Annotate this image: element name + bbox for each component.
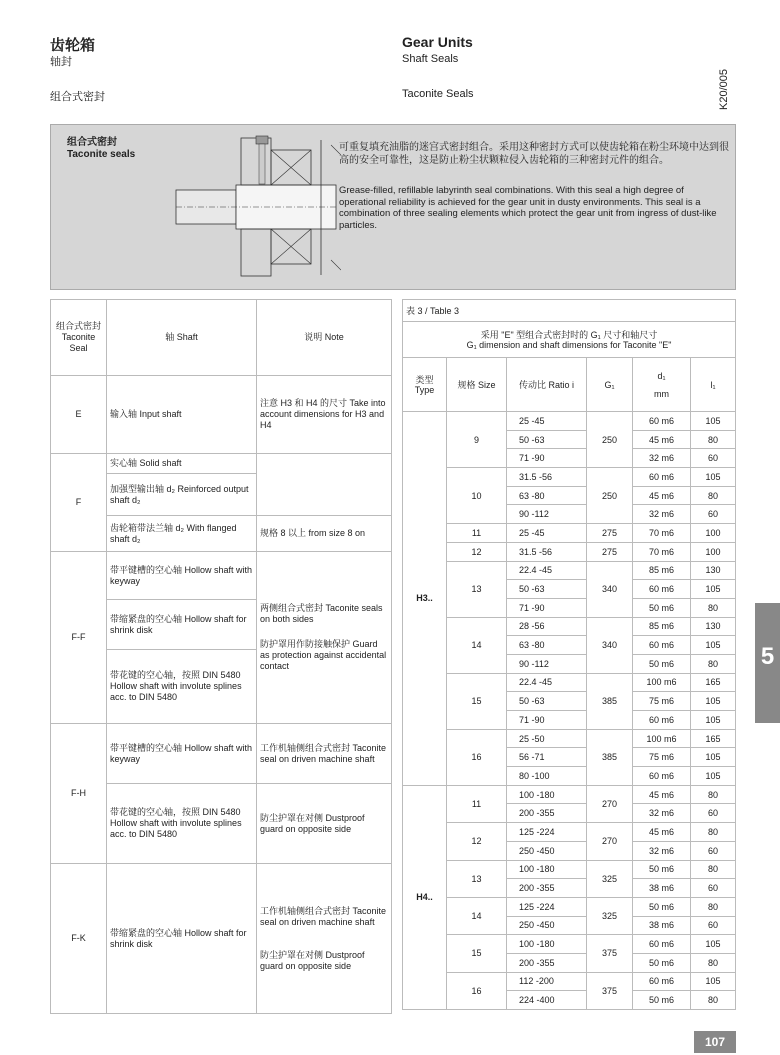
l1-cell: 60 <box>691 449 736 468</box>
l1-cell: 80 <box>691 953 736 972</box>
panel-title <box>67 137 135 161</box>
dimension-table <box>402 299 736 1010</box>
d1-cell: 60 m6 <box>633 935 691 954</box>
d1-cell: 50 m6 <box>633 654 691 673</box>
ratio-cell: 50 -63 <box>507 580 587 599</box>
g1-cell: 385 <box>587 729 633 785</box>
ratio-cell: 22.4 -45 <box>507 561 587 580</box>
size-cell: 14 <box>447 617 507 673</box>
d1-cell: 100 m6 <box>633 729 691 748</box>
d1-cell: 60 m6 <box>633 412 691 431</box>
size-cell: 16 <box>447 972 507 1009</box>
g1-cell: 250 <box>587 468 633 524</box>
g1-cell: 270 <box>587 785 633 822</box>
l1-cell: 105 <box>691 580 736 599</box>
table-row <box>403 561 736 580</box>
shaft-cell: 带缩紧盘的空心轴 Hollow shaft for shrink disk <box>107 600 257 650</box>
col-ratio: 传动比 Ratio i <box>507 358 587 412</box>
table-row <box>403 542 736 561</box>
l1-cell: 60 <box>691 804 736 823</box>
table-title-en: G₁ dimension and shaft dimensions for Taconite "E" <box>466 339 672 350</box>
ratio-cell: 63 -80 <box>507 486 587 505</box>
table-row <box>403 524 736 543</box>
seal-label-fh: F-H <box>51 724 107 864</box>
l1-cell: 80 <box>691 860 736 879</box>
d1-cell: 85 m6 <box>633 561 691 580</box>
table-row <box>403 468 736 487</box>
table-row <box>403 673 736 692</box>
table-row <box>403 412 736 431</box>
d1-cell: 50 m6 <box>633 598 691 617</box>
table-row <box>403 617 736 636</box>
shaft-cell: 带平键槽的空心轴 Hollow shaft with keyway <box>107 724 257 784</box>
type-cell: H4.. <box>403 785 447 1009</box>
d1-cell: 50 m6 <box>633 991 691 1010</box>
g1-cell: 275 <box>587 542 633 561</box>
g1-cell: 325 <box>587 860 633 897</box>
col-g1: G₁ <box>587 358 633 412</box>
note-cell: 规格 8 以上 from size 8 on <box>257 516 392 552</box>
d1-cell: 38 m6 <box>633 916 691 935</box>
l1-cell: 80 <box>691 598 736 617</box>
note-cell: 工作机轴侧组合式密封 Taconite seal on driven machine shaft <box>257 724 392 784</box>
table-row <box>403 785 736 804</box>
ratio-cell: 224 -400 <box>507 991 587 1010</box>
l1-cell: 80 <box>691 991 736 1010</box>
page-number: 107 <box>694 1031 736 1053</box>
panel-title-zh: 组合式密封 <box>67 137 117 148</box>
seal-label-e: E <box>51 376 107 454</box>
shaft-cell: 带平键槽的空心轴 Hollow shaft with keyway <box>107 552 257 600</box>
panel-text-zh: 可重复填充油脂的迷宫式密封组合。采用这种密封方式可以使齿轮箱在粉尘环境中达到很高的安全可靠性，这是防止粉尘状颗粒侵入齿轮箱的三种密封元件的组合。 <box>339 142 729 166</box>
l1-cell: 105 <box>691 412 736 431</box>
l1-cell: 105 <box>691 935 736 954</box>
table-row <box>403 972 736 991</box>
size-cell: 11 <box>447 524 507 543</box>
ratio-cell: 200 -355 <box>507 953 587 972</box>
g1-cell: 250 <box>587 412 633 468</box>
l1-cell: 105 <box>691 711 736 730</box>
note-cell: 防尘护罩在对侧 Dustproof guard on opposite side <box>257 784 392 864</box>
unit-label: mm <box>654 388 669 399</box>
l1-cell: 105 <box>691 636 736 655</box>
ratio-cell: 71 -90 <box>507 598 587 617</box>
l1-cell: 105 <box>691 748 736 767</box>
d1-cell: 100 m6 <box>633 673 691 692</box>
chapter-tab: 5 <box>755 603 780 723</box>
ratio-cell: 71 -90 <box>507 711 587 730</box>
size-cell: 12 <box>447 823 507 860</box>
d1-cell: 70 m6 <box>633 542 691 561</box>
col-l1: l₁ <box>691 358 736 412</box>
ratio-cell: 90 -112 <box>507 654 587 673</box>
d1-cell: 45 m6 <box>633 486 691 505</box>
ratio-cell: 25 -50 <box>507 729 587 748</box>
d1-cell: 45 m6 <box>633 785 691 804</box>
d1-cell: 50 m6 <box>633 953 691 972</box>
l1-cell: 105 <box>691 692 736 711</box>
l1-cell: 130 <box>691 561 736 580</box>
table-title <box>403 322 736 358</box>
panel-title-en: Taconite seals <box>67 149 136 160</box>
table-row <box>403 823 736 842</box>
ratio-cell: 31.5 -56 <box>507 542 587 561</box>
l1-cell: 80 <box>691 430 736 449</box>
shaft-cell: 加强型输出轴 d₂ Reinforced output shaft d₂ <box>107 474 257 516</box>
l1-cell: 80 <box>691 785 736 804</box>
ratio-cell: 100 -180 <box>507 935 587 954</box>
g1-cell: 275 <box>587 524 633 543</box>
note-text: 防尘护罩在对侧 Dustproof guard on opposite side <box>260 949 365 971</box>
d1-cell: 75 m6 <box>633 748 691 767</box>
d1-cell: 32 m6 <box>633 804 691 823</box>
l1-cell: 130 <box>691 617 736 636</box>
table-row <box>403 935 736 954</box>
size-cell: 13 <box>447 561 507 617</box>
col-size: 规格 Size <box>447 358 507 412</box>
shaft-cell: 齿轮箱带法兰轴 d₂ With flanged shaft d₂ <box>107 516 257 552</box>
g1-cell: 340 <box>587 561 633 617</box>
col-d1 <box>633 358 691 412</box>
section-title-en: Taconite Seals <box>402 88 474 100</box>
size-cell: 16 <box>447 729 507 785</box>
shaft-cell: 输入轴 Input shaft <box>107 376 257 454</box>
panel-text-en: Grease-filled, refillable labyrinth seal combinations. With this seal a high degree of operational reliability is achieved for the gear unit in dusty environments. This seal is a combination of three sealing elements which protect the gear unit from ingress of dust-like particles. <box>339 185 717 231</box>
ratio-cell: 125 -224 <box>507 897 587 916</box>
type-cell: H3.. <box>403 412 447 786</box>
ratio-cell: 125 -224 <box>507 823 587 842</box>
d1-cell: 45 m6 <box>633 430 691 449</box>
l1-cell: 100 <box>691 542 736 561</box>
d1-cell: 60 m6 <box>633 711 691 730</box>
ratio-cell: 200 -355 <box>507 879 587 898</box>
note-text: 工作机轴侧组合式密封 Taconite seal on driven machine shaft <box>260 905 387 927</box>
l1-cell: 80 <box>691 654 736 673</box>
g1-cell: 375 <box>587 972 633 1009</box>
ratio-cell: 22.4 -45 <box>507 673 587 692</box>
l1-cell: 105 <box>691 972 736 991</box>
shaft-cell: 带缩紧盘的空心轴 Hollow shaft for shrink disk <box>107 864 257 1014</box>
d1-cell: 32 m6 <box>633 505 691 524</box>
d1-cell: 32 m6 <box>633 449 691 468</box>
seal-drawing <box>171 130 341 285</box>
l1-cell: 165 <box>691 673 736 692</box>
ratio-cell: 100 -180 <box>507 785 587 804</box>
ratio-cell: 50 -63 <box>507 430 587 449</box>
ratio-cell: 63 -80 <box>507 636 587 655</box>
l1-cell: 100 <box>691 524 736 543</box>
d1-cell: 60 m6 <box>633 972 691 991</box>
table-caption: 表 3 / Table 3 <box>403 300 736 322</box>
g1-cell: 270 <box>587 823 633 860</box>
col-type: 类型 Type <box>403 358 447 412</box>
table-row <box>403 729 736 748</box>
page-title-en: Gear Units <box>402 34 473 50</box>
d1-cell: 70 m6 <box>633 524 691 543</box>
col-header-shaft: 轴 Shaft <box>107 300 257 376</box>
size-cell: 11 <box>447 785 507 822</box>
page-subtitle-zh: 轴封 <box>50 56 72 68</box>
d1-cell: 85 m6 <box>633 617 691 636</box>
d1-cell: 60 m6 <box>633 468 691 487</box>
ratio-cell: 80 -100 <box>507 767 587 786</box>
l1-cell: 60 <box>691 841 736 860</box>
seal-label-f: F <box>51 454 107 552</box>
size-cell: 14 <box>447 897 507 934</box>
ratio-cell: 56 -71 <box>507 748 587 767</box>
col-header-note: 说明 Note <box>257 300 392 376</box>
l1-cell: 165 <box>691 729 736 748</box>
g1-cell: 340 <box>587 617 633 673</box>
d1-cell: 32 m6 <box>633 841 691 860</box>
ratio-cell: 50 -63 <box>507 692 587 711</box>
note-cell <box>257 552 392 724</box>
seal-label-fk: F-K <box>51 864 107 1014</box>
table-row <box>403 860 736 879</box>
ratio-cell: 90 -112 <box>507 505 587 524</box>
l1-cell: 80 <box>691 823 736 842</box>
note-text: 防护罩用作防接触保护 Guard as protection against accidental contact <box>260 639 387 671</box>
ratio-cell: 25 -45 <box>507 524 587 543</box>
g1-cell: 375 <box>587 935 633 972</box>
d1-cell: 60 m6 <box>633 580 691 599</box>
document-code: K20/005 <box>718 69 730 110</box>
page-subtitle-en: Shaft Seals <box>402 53 459 65</box>
page-title-zh: 齿轮箱 <box>50 37 96 54</box>
ratio-cell: 250 -450 <box>507 916 587 935</box>
shaft-cell: 实心轴 Solid shaft <box>107 454 257 474</box>
shaft-cell: 带花键的空心轴，按照 DIN 5480 Hollow shaft with involute splines acc. to DIN 5480 <box>107 784 257 864</box>
d1-cell: 60 m6 <box>633 636 691 655</box>
note-cell: 注意 H3 和 H4 的尺寸 Take into account dimensions for H3 and H4 <box>257 376 392 454</box>
size-cell: 13 <box>447 860 507 897</box>
size-cell: 15 <box>447 935 507 972</box>
l1-cell: 80 <box>691 897 736 916</box>
ratio-cell: 71 -90 <box>507 449 587 468</box>
col-d1-label: d₁ <box>657 370 666 381</box>
col-header-seal: 组合式密封 Taconite Seal <box>51 300 107 376</box>
d1-cell: 38 m6 <box>633 879 691 898</box>
l1-cell: 105 <box>691 468 736 487</box>
ratio-cell: 31.5 -56 <box>507 468 587 487</box>
size-cell: 10 <box>447 468 507 524</box>
shaft-cell: 带花键的空心轴，按照 DIN 5480 Hollow shaft with involute splines acc. to DIN 5480 <box>107 650 257 724</box>
ratio-cell: 25 -45 <box>507 412 587 431</box>
d1-cell: 50 m6 <box>633 860 691 879</box>
ratio-cell: 112 -200 <box>507 972 587 991</box>
ratio-cell: 28 -56 <box>507 617 587 636</box>
ratio-cell: 250 -450 <box>507 841 587 860</box>
size-cell: 12 <box>447 542 507 561</box>
size-cell: 9 <box>447 412 507 468</box>
l1-cell: 105 <box>691 767 736 786</box>
l1-cell: 60 <box>691 879 736 898</box>
note-text: 两侧组合式密封 Taconite seals on both sides <box>260 603 383 624</box>
d1-cell: 45 m6 <box>633 823 691 842</box>
seal-type-table <box>50 299 392 1014</box>
size-cell: 15 <box>447 673 507 729</box>
note-cell <box>257 864 392 1014</box>
note-cell <box>257 454 392 516</box>
l1-cell: 60 <box>691 505 736 524</box>
d1-cell: 50 m6 <box>633 897 691 916</box>
d1-cell: 60 m6 <box>633 767 691 786</box>
seal-label-ff: F-F <box>51 552 107 724</box>
ratio-cell: 100 -180 <box>507 860 587 879</box>
l1-cell: 80 <box>691 486 736 505</box>
g1-cell: 325 <box>587 897 633 934</box>
table-row <box>403 897 736 916</box>
ratio-cell: 200 -355 <box>507 804 587 823</box>
g1-cell: 385 <box>587 673 633 729</box>
intro-panel <box>50 124 736 290</box>
section-title-zh: 组合式密封 <box>50 91 105 103</box>
table-title-zh: 采用 "E" 型组合式密封时的 G₁ 尺寸和轴尺寸 <box>480 329 658 340</box>
l1-cell: 60 <box>691 916 736 935</box>
d1-cell: 75 m6 <box>633 692 691 711</box>
